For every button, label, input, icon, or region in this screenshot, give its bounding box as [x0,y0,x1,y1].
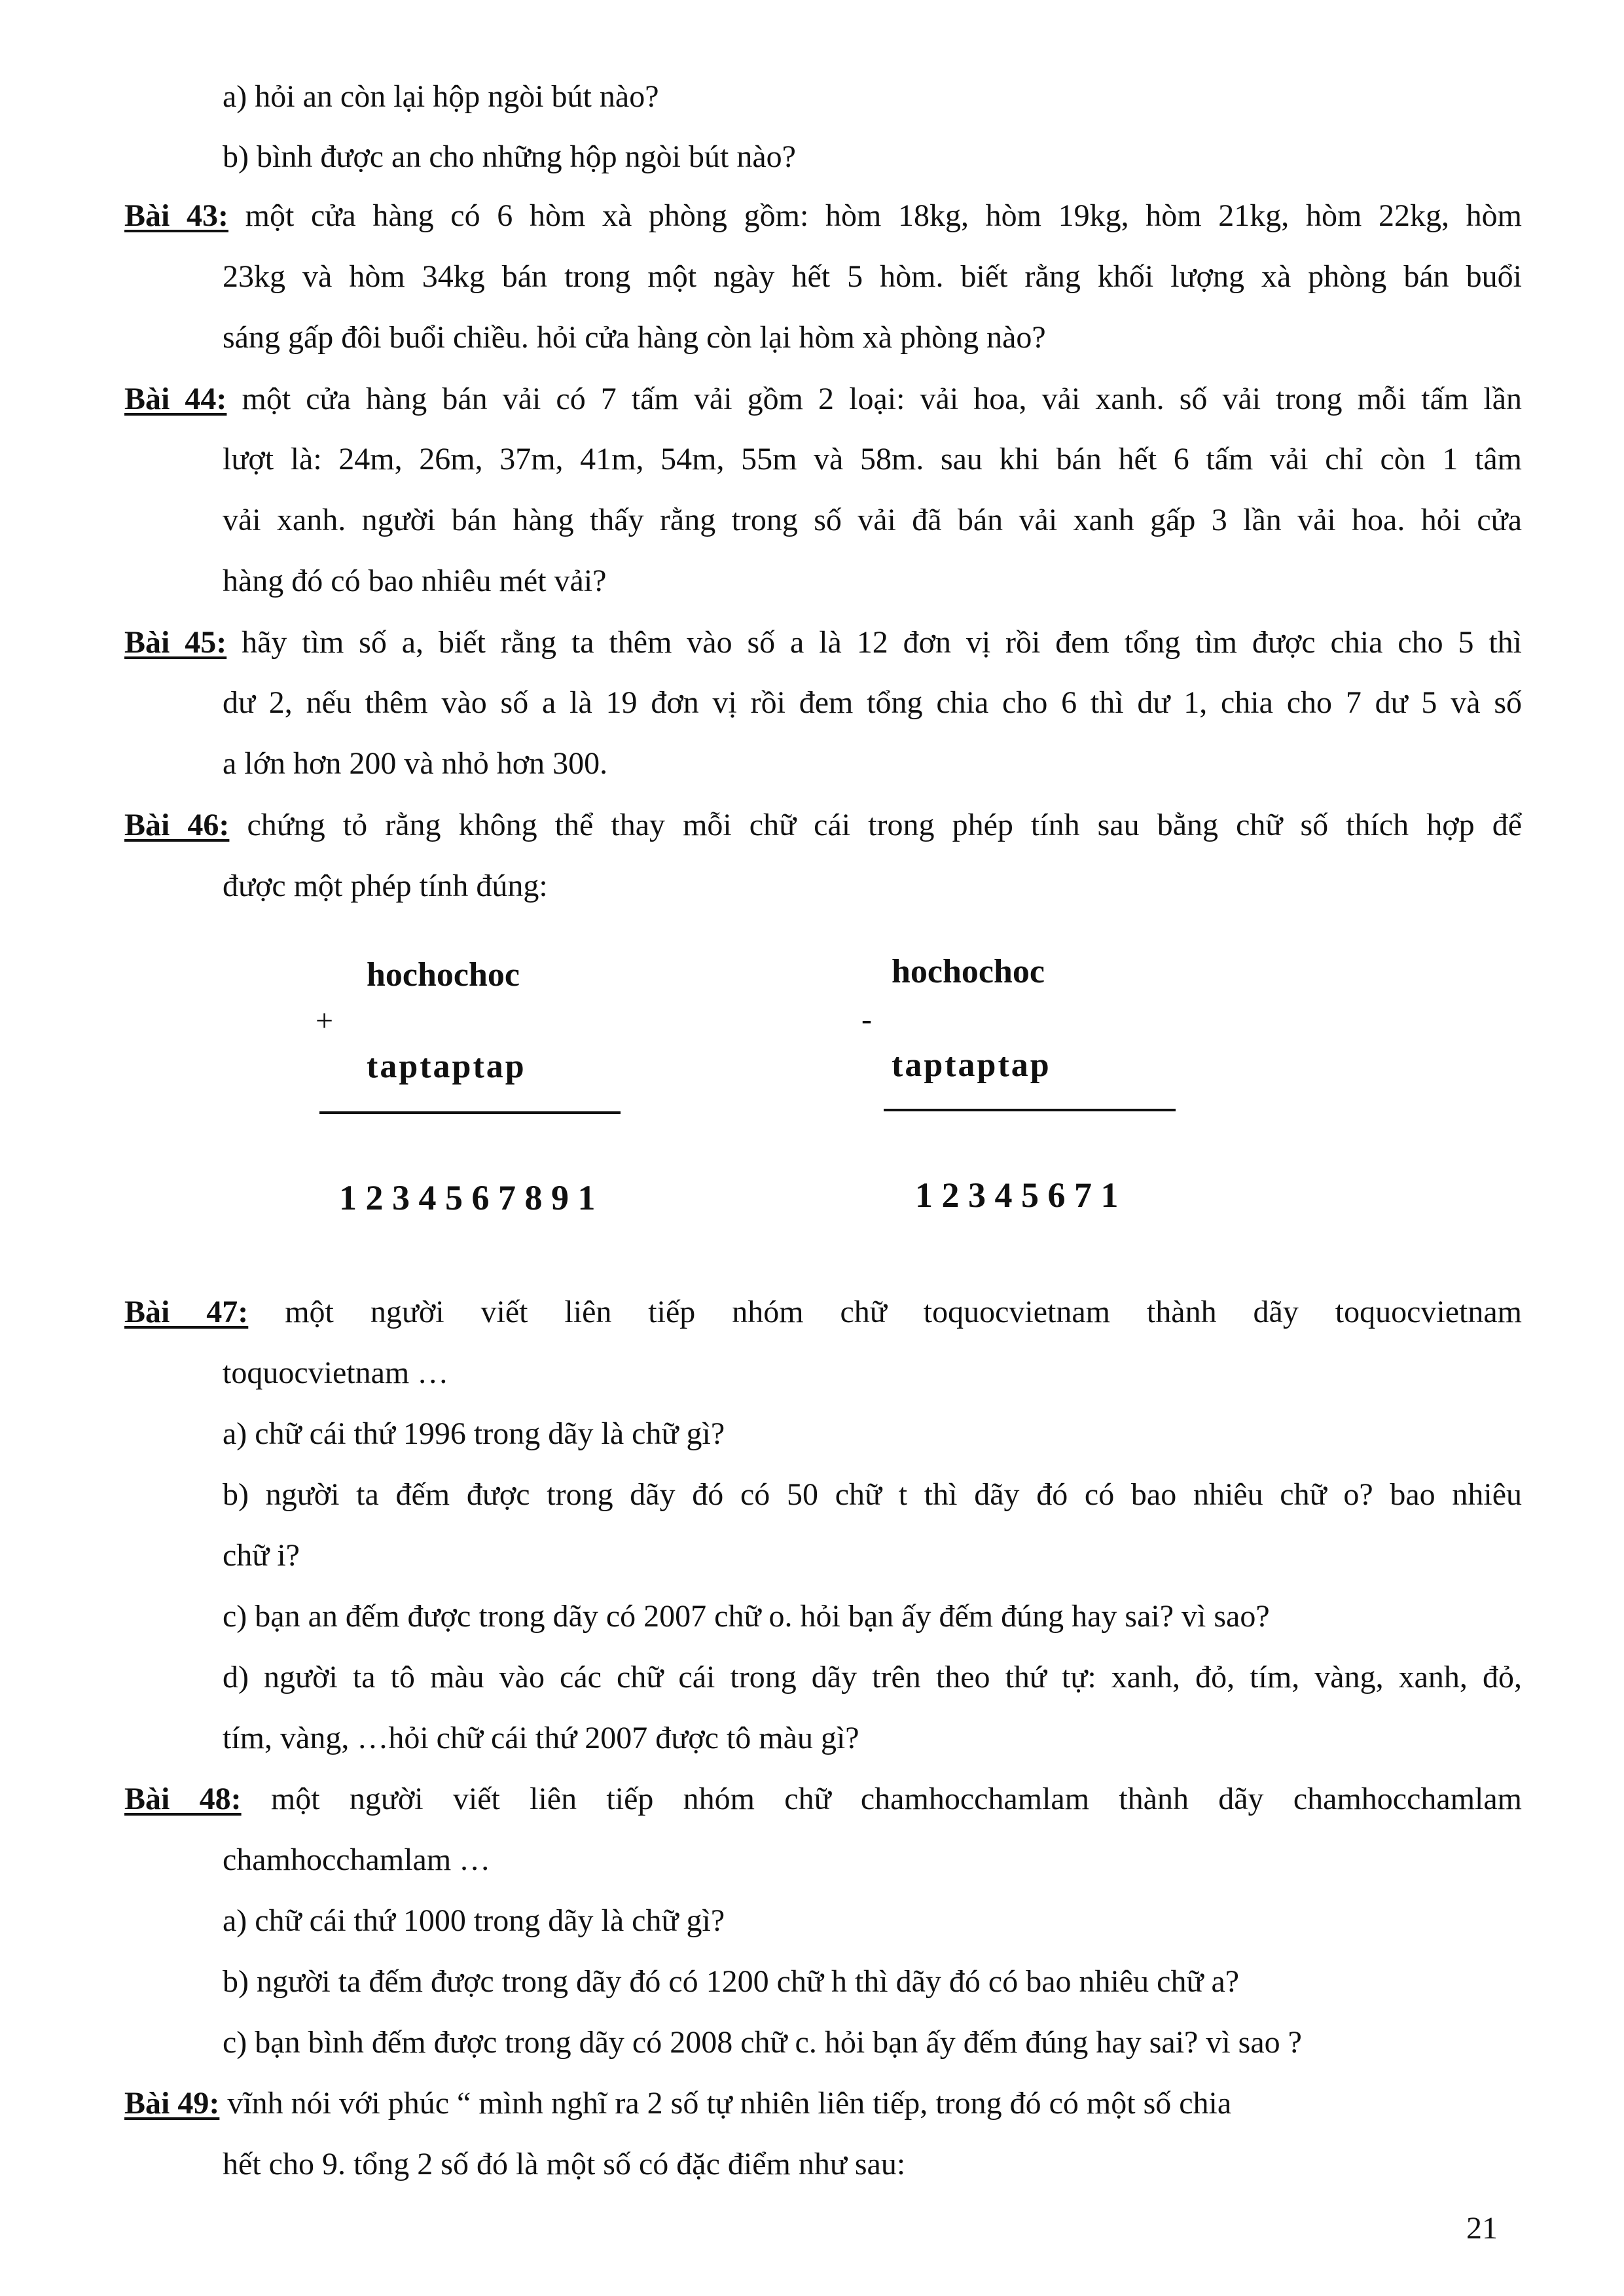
text-line: 23kg và hòm 34kg bán trong một ngày hết 5 hòm. biết rằng khối lượng xà phòng bán buổi [223,259,1522,294]
equation-1-result: 1 2 3 4 5 6 7 8 9 1 [339,1178,596,1217]
text-line: a) chữ cái thứ 1996 trong dãy là chữ gì? [223,1416,725,1451]
text-line: hết cho 9. tổng 2 số đó là một số có đặc điểm như sau: [223,2147,906,2181]
equation-1-top: hochochoc [367,956,520,994]
equation-1-rule [319,1111,621,1114]
equation-2-top: hochochoc [892,953,1045,990]
page-number: 21 [1466,2211,1498,2246]
text-line: hàng đó có bao nhiêu mét vải? [223,564,607,598]
text-line: a lớn hơn 200 và nhỏ hơn 300. [223,746,608,781]
problem-label: Bài 43: [124,198,229,233]
text-line: b) người ta đếm được trong dãy đó có 1200 chữ h thì dãy đó có bao nhiêu chữ a? [223,1964,1240,1999]
text-line: dư 2, nếu thêm vào số a là 19 đơn vị rồi đem tổng chia cho 6 thì dư 1, chia cho 7 dư 5 và số [223,685,1522,720]
text-line: vải xanh. người bán hàng thấy rằng trong số vải đã bán vải xanh gấp 3 lần vải hoa. hỏi cửa [223,503,1522,537]
text-line: d) người ta tô màu vào các chữ cái trong dãy trên theo thứ tự: xanh, đỏ, tím, vàng, xanh, đỏ, [223,1660,1522,1695]
text-line: c) bạn bình đếm được trong dãy có 2008 chữ c. hỏi bạn ấy đếm đúng hay sai? vì sao ? [223,2025,1302,2060]
text-line: được một phép tính đúng: [223,869,548,903]
problem-label: Bài 45: [124,625,227,660]
text-line: c) bạn an đếm được trong dãy có 2007 chữ o. hỏi bạn ấy đếm đúng hay sai? vì sao? [223,1599,1270,1634]
problem-49-heading: Bài 49: vĩnh nói với phúc “ mình nghĩ ra 2 số tự nhiên liên tiếp, trong đó có một số chia [124,2086,1232,2121]
equation-1-bottom: taptaptap [367,1048,526,1085]
equation-2-bottom: taptaptap [892,1047,1051,1084]
problem-46-heading: Bài 46: chứng tỏ rằng không thể thay mỗi chữ cái trong phép tính sau bằng chữ số thích hợp để [124,808,1522,842]
text-line: chữ i? [223,1538,300,1573]
problem-44-heading: Bài 44: một cửa hàng bán vải có 7 tấm vải gồm 2 loại: vải hoa, vải xanh. số vải trong mỗi tấm lần [124,382,1523,416]
problem-45-heading: Bài 45: hãy tìm số a, biết rằng ta thêm vào số a là 12 đơn vị rồi đem tổng tìm được chia cho 5 thì [124,625,1522,660]
equation-1-operator: + [316,1003,334,1038]
text-line: chamhocchamlam … [223,1842,491,1877]
text-line: tím, vàng, …hỏi chữ cái thứ 2007 được tô màu gì? [223,1721,859,1755]
text-line: sáng gấp đôi buổi chiều. hỏi cửa hàng còn lại hòm xà phòng nào? [223,320,1046,355]
equation-2-rule [884,1109,1176,1111]
text-line: toquocvietnam … [223,1355,449,1390]
problem-label: Bài 48: [124,1782,242,1816]
equation-2-operator: - [861,1002,872,1037]
text-line: b) bình được an cho những hộp ngòi bút nào? [223,139,796,174]
problem-43-heading: Bài 43: một cửa hàng có 6 hòm xà phòng gồm: hòm 18kg, hòm 19kg, hòm 21kg, hòm 22kg, hòm [124,198,1522,233]
problem-label: Bài 47: [124,1295,249,1329]
text-line: a) hỏi an còn lại hộp ngòi bút nào? [223,79,659,114]
problem-47-heading: Bài 47: một người viết liên tiếp nhóm chữ toquocvietnam thành dãy toquocvietnam [124,1295,1523,1329]
problem-48-heading: Bài 48: một người viết liên tiếp nhóm chữ chamhocchamlam thành dãy chamhocchamlam [124,1782,1522,1816]
problem-label: Bài 46: [124,808,230,842]
text-line: b) người ta đếm được trong dãy đó có 50 chữ t thì dãy đó có bao nhiêu chữ o? bao nhiêu [223,1477,1522,1512]
text-line: a) chữ cái thứ 1000 trong dãy là chữ gì? [223,1903,725,1938]
text-line: lượt là: 24m, 26m, 37m, 41m, 54m, 55m và 58m. sau khi bán hết 6 tấm vải chỉ còn 1 tâm [223,442,1522,476]
equation-2-result: 1 2 3 4 5 6 7 1 [915,1175,1119,1215]
problem-label: Bài 49: [124,2086,220,2121]
problem-label: Bài 44: [124,382,227,416]
